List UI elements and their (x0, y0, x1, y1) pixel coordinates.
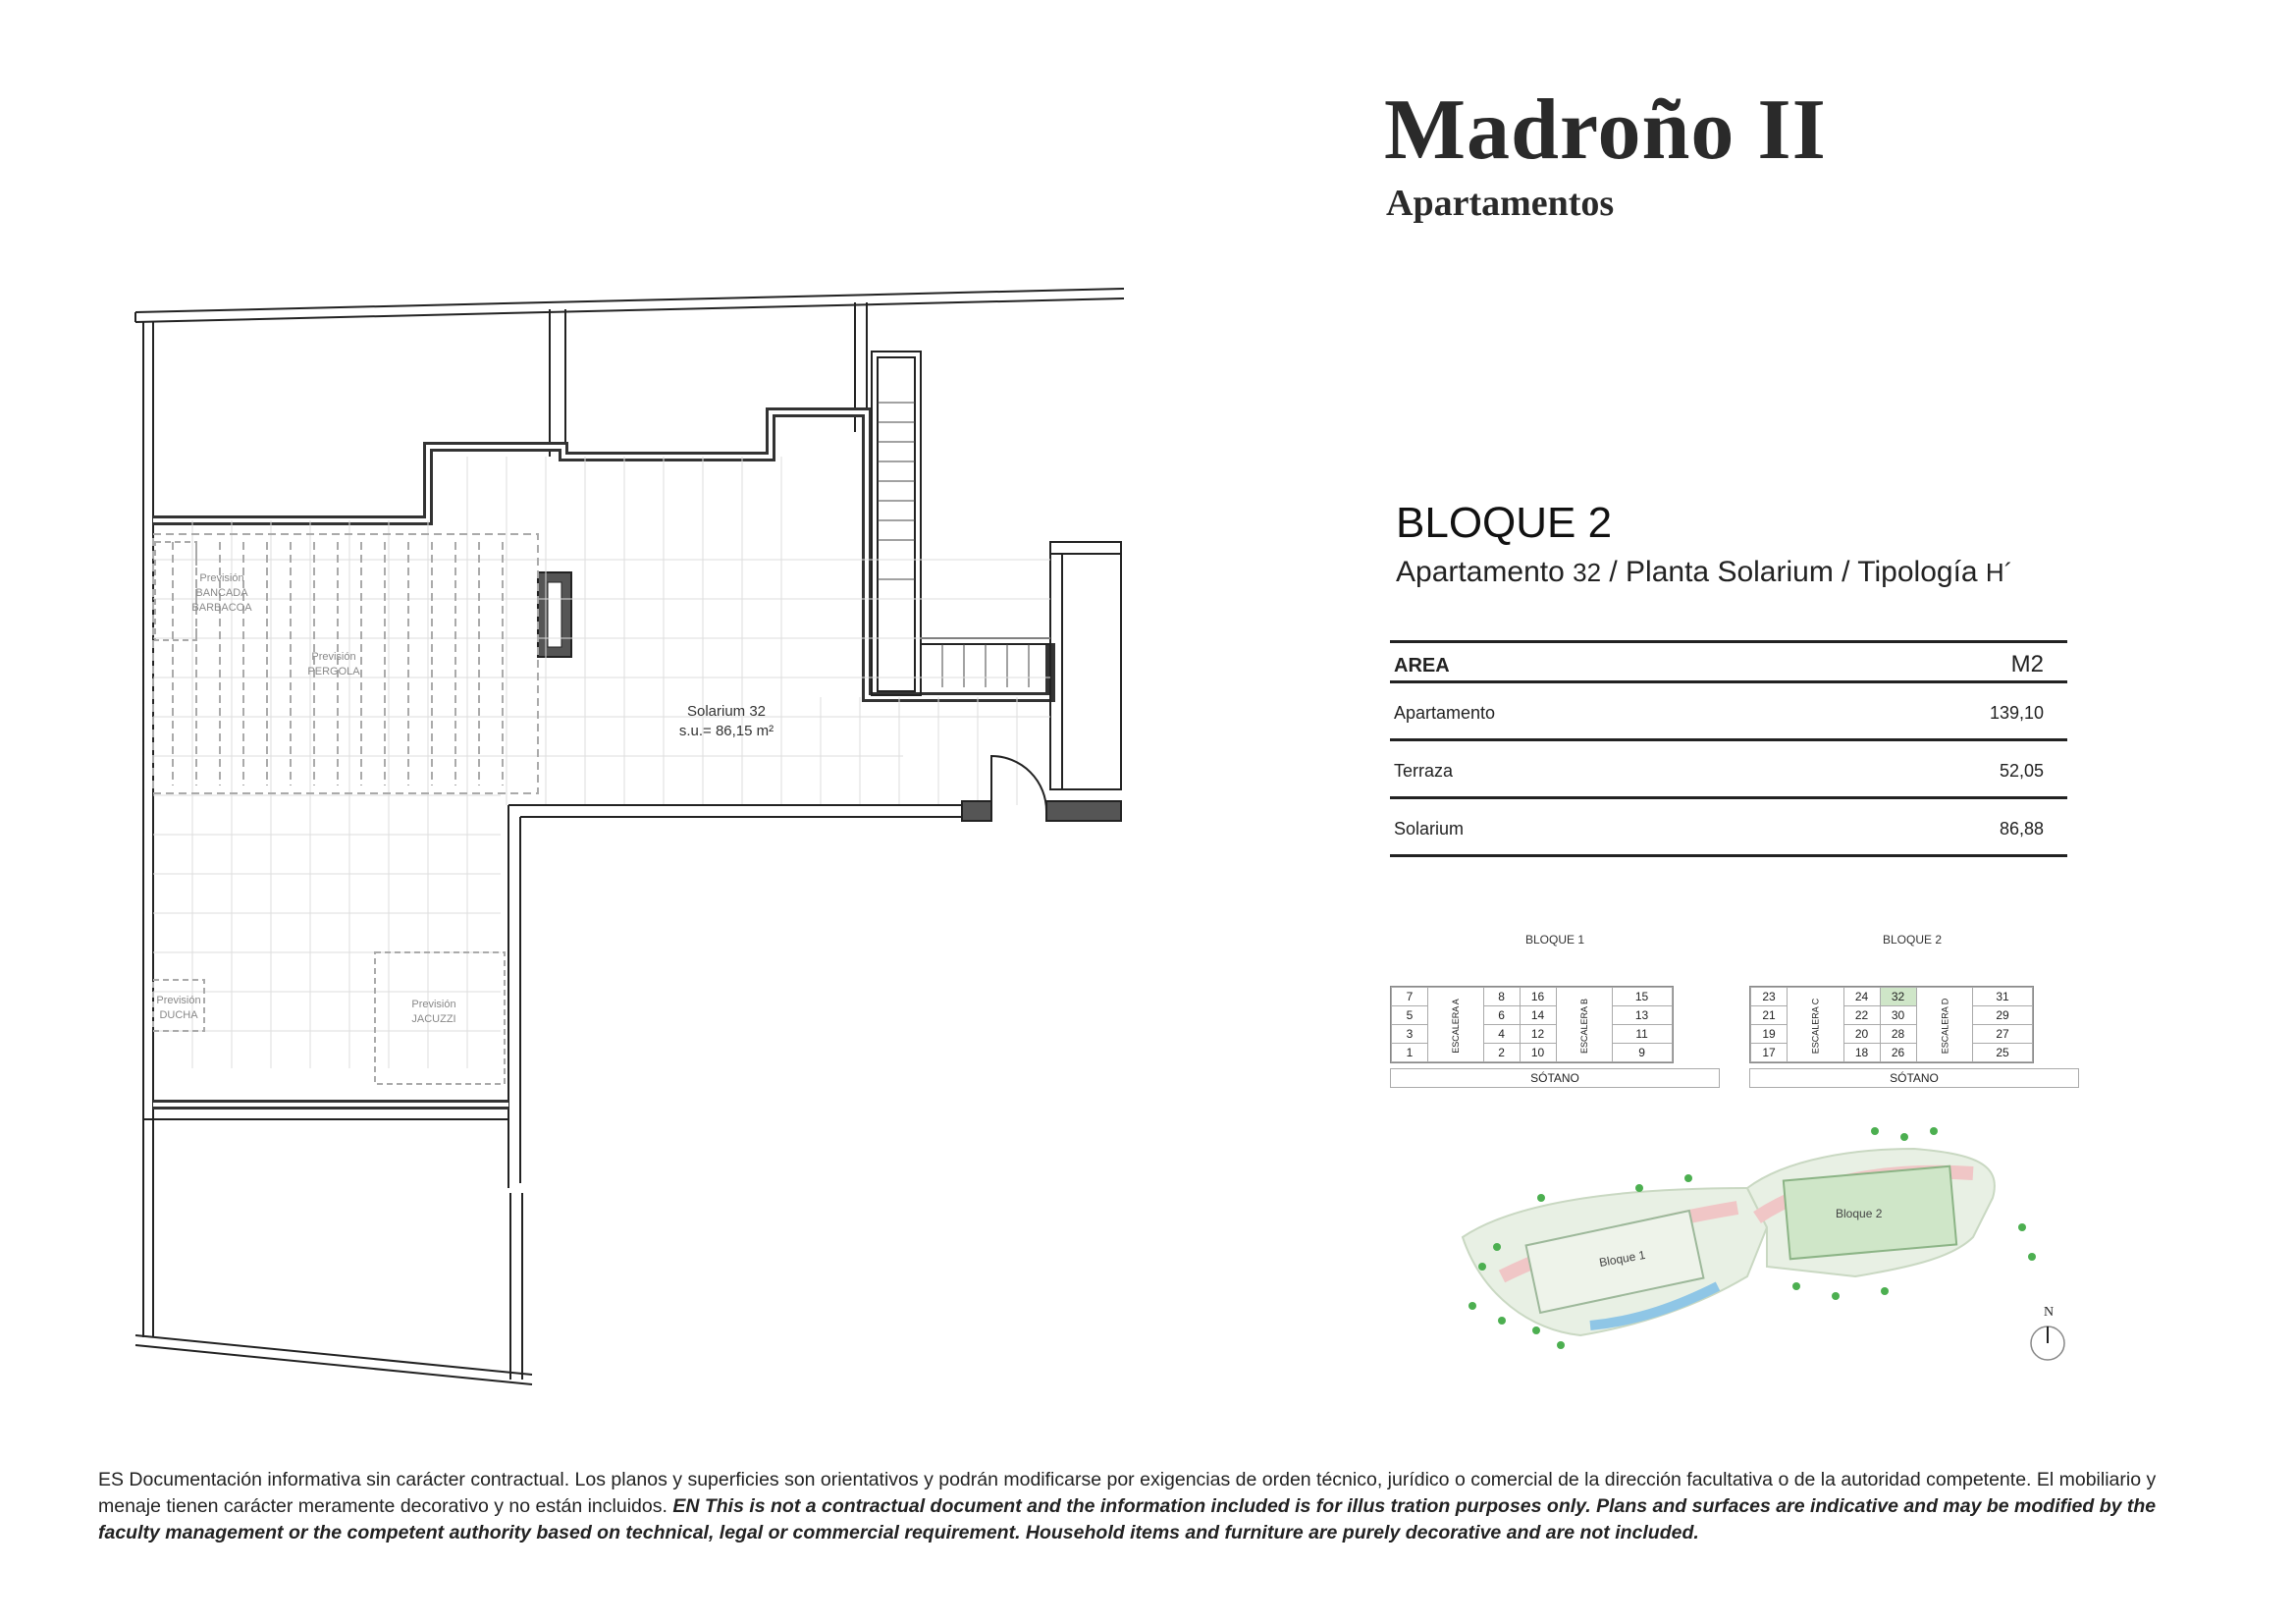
unit-cell: 7 (1392, 988, 1428, 1006)
unit-cell: 28 (1880, 1025, 1916, 1044)
unit-cell: 20 (1843, 1025, 1880, 1044)
unit-cell: 6 (1483, 1006, 1520, 1025)
site-bloque2-label: Bloque 2 (1836, 1207, 1883, 1220)
site-bloque1-label: Bloque 1 (1598, 1247, 1647, 1270)
unit-cell: 11 (1612, 1025, 1672, 1044)
north-label: N (2044, 1305, 2055, 1320)
area-row-value: 86,88 (1999, 819, 2044, 839)
unit-cell: 15 (1612, 988, 1672, 1006)
stair-d: ESCALERA D (1916, 988, 1973, 1062)
bancada-label: Previsión BANCADA BARBACOA (191, 572, 252, 614)
unit-cell: 18 (1843, 1044, 1880, 1062)
unit-cell: 17 (1751, 1044, 1788, 1062)
unit-cell: 12 (1520, 1025, 1556, 1044)
jacuzzi-label: Previsión JACUZZI (411, 999, 456, 1025)
site-map (1443, 1119, 2091, 1375)
block-heading: BLOQUE 2 (1396, 499, 1613, 547)
brand-title: Madroño II (1384, 82, 1827, 178)
stair-b: ESCALERA B (1556, 988, 1612, 1062)
bloque2-basement: SÓTANO (1749, 1068, 2079, 1088)
unit-cell-highlighted: 32 (1880, 988, 1916, 1006)
unit-cell: 10 (1520, 1044, 1556, 1062)
lower-walls (135, 1119, 532, 1384)
unit-cell: 9 (1612, 1044, 1672, 1062)
unit-cell: 3 (1392, 1025, 1428, 1044)
pergola-label: Previsión PERGOLA (307, 651, 360, 677)
stair (872, 352, 1050, 697)
unit-cell: 23 (1751, 988, 1788, 1006)
unit-cell: 31 (1973, 988, 2033, 1006)
unit-cell: 19 (1751, 1025, 1788, 1044)
floor-plan (128, 275, 1139, 1414)
area-table (1390, 640, 2067, 857)
unit-cell: 30 (1880, 1006, 1916, 1025)
unit-cell: 2 (1483, 1044, 1520, 1062)
area-header-unit: M2 (2010, 651, 2044, 677)
room-name: Solarium 32 (686, 703, 767, 720)
unit-cell: 1 (1392, 1044, 1428, 1062)
stair-c: ESCALERA C (1788, 988, 1844, 1062)
right-column (1050, 542, 1121, 789)
bloque2-title: BLOQUE 2 (1883, 933, 1943, 947)
area-row-apartamento (1390, 683, 2067, 741)
room-area: s.u.= 86,15 m² (678, 723, 774, 739)
area-header-label: AREA (1394, 655, 1450, 677)
area-row-label: Solarium (1394, 819, 1465, 839)
unit-cell: 27 (1973, 1025, 2033, 1044)
inner-wall (508, 805, 962, 1188)
disclaimer-es: ES Documentación informativa sin carácter contractual. Los planos y superficies son orientativos y podrán modificarse por exigencias de orden técnico, jurídico o comercial de la dirección facultativa o de la autoridad competente. El mobiliario y menaje tienen carácter meramente decorativo y no están incluidos. (98, 1469, 2157, 1517)
unit-cell: 5 (1392, 1006, 1428, 1025)
unit-cell: 26 (1880, 1044, 1916, 1062)
bloque1-grid (1390, 986, 1674, 1063)
unit-cell: 25 (1973, 1044, 2033, 1062)
unit-cell: 21 (1751, 1006, 1788, 1025)
area-row-solarium (1390, 799, 2067, 857)
unit-cell: 8 (1483, 988, 1520, 1006)
area-row-label: Terraza (1394, 761, 1454, 781)
unit-cell: 29 (1973, 1006, 2033, 1025)
unit-cell: 13 (1612, 1006, 1672, 1025)
disclaimer (98, 1467, 2199, 1546)
area-row-terraza (1390, 741, 2067, 799)
unit-cell: 24 (1843, 988, 1880, 1006)
area-row-value: 52,05 (1999, 761, 2044, 781)
bloque2-grid (1749, 986, 2034, 1063)
unit-cell: 22 (1843, 1006, 1880, 1025)
apartment-line: Apartamento 32 / Planta Solarium / Tipología H´ (1396, 556, 2013, 588)
ducha-label: Previsión DUCHA (156, 995, 201, 1021)
bloque1-basement: SÓTANO (1390, 1068, 1720, 1088)
brand-subtitle: Apartamentos (1386, 183, 1615, 224)
disclaimer-en: EN This is not a contractual document and the information included is for illus tration purposes only. Plans and surfaces are indicative and may be modified by the faculty management or the competent authority based on technical, legal or commercial requirement. Household items and furniture are purely decorative and are not included. (98, 1495, 2157, 1543)
area-row-label: Apartamento (1394, 703, 1496, 723)
top-parapet (135, 289, 1124, 322)
unit-cell: 4 (1483, 1025, 1520, 1044)
stair-a: ESCALERA A (1428, 988, 1484, 1062)
area-table-header (1390, 640, 2067, 683)
block-maps (1390, 923, 2077, 1090)
area-row-value: 139,10 (1989, 703, 2044, 723)
bloque1-title: BLOQUE 1 (1525, 933, 1585, 947)
unit-cell: 14 (1520, 1006, 1556, 1025)
unit-cell: 16 (1520, 988, 1556, 1006)
